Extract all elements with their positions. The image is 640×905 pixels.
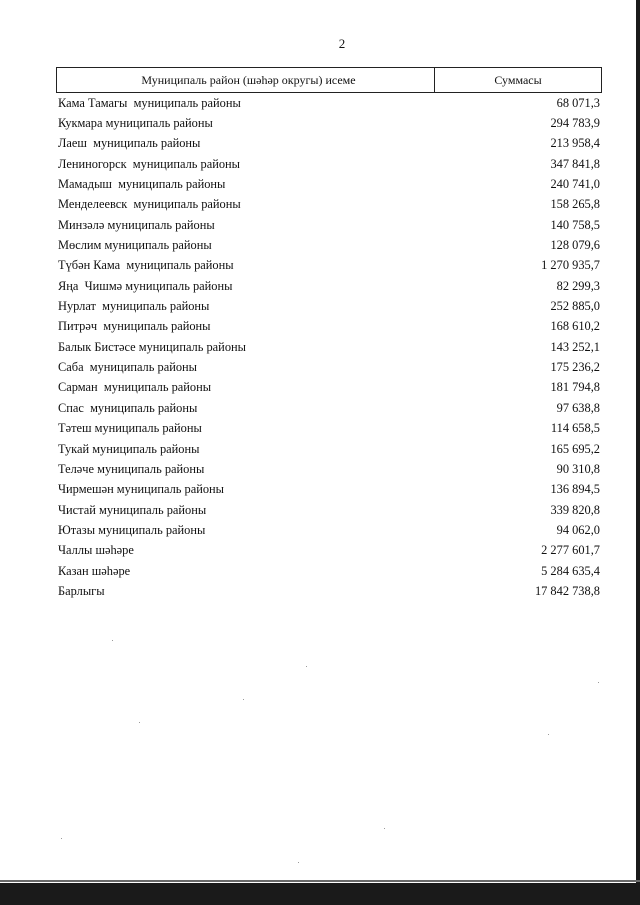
table-row xyxy=(56,276,602,296)
table-row xyxy=(56,154,602,174)
scan-right-edge xyxy=(636,0,640,905)
sum-cell: 97 638,8 xyxy=(556,400,600,415)
sum-cell: 175 236,2 xyxy=(550,360,600,375)
table-row xyxy=(56,439,602,459)
page-number: 2 xyxy=(338,36,346,51)
sum-cell: 82 299,3 xyxy=(556,278,600,293)
table-row xyxy=(56,174,602,194)
table-row xyxy=(56,581,602,601)
municipal-name-cell: Чистай муниципаль районы xyxy=(58,502,207,517)
municipal-name-cell: Нурлат муниципаль районы xyxy=(58,299,210,314)
municipal-name-cell: Лениногорск муниципаль районы xyxy=(58,156,240,171)
table-row xyxy=(56,317,602,337)
sum-cell: 240 741,0 xyxy=(550,177,600,192)
sum-cell: 294 783,9 xyxy=(550,116,600,131)
table-row xyxy=(56,134,602,154)
sum-cell: 252 885,0 xyxy=(550,299,600,314)
table-row xyxy=(56,256,602,276)
table-row xyxy=(56,337,602,357)
table-row xyxy=(56,419,602,439)
municipal-name-cell: Балык Бистәсе муниципаль районы xyxy=(58,339,246,354)
scan-speck xyxy=(243,699,244,700)
municipal-name-cell: Мөслим муниципаль районы xyxy=(58,238,212,253)
scan-speck xyxy=(298,862,299,863)
table-row xyxy=(56,378,602,398)
municipal-name-cell: Ютазы муниципаль районы xyxy=(58,522,206,537)
table-row xyxy=(56,215,602,235)
municipal-name-cell: Спас муниципаль районы xyxy=(58,400,198,415)
table-row xyxy=(56,480,602,500)
table-row xyxy=(56,195,602,215)
municipal-name-cell: Минзәлә муниципаль районы xyxy=(58,217,215,232)
municipal-name-cell: Чаллы шәһәре xyxy=(58,543,134,558)
scan-speck xyxy=(112,640,113,641)
sum-cell: 136 894,5 xyxy=(550,482,600,497)
sum-cell: 68 071,3 xyxy=(556,95,600,110)
municipal-name-cell: Теләче муниципаль районы xyxy=(58,461,205,476)
table-row xyxy=(56,561,602,581)
sum-cell: 17 842 738,8 xyxy=(534,583,600,598)
municipal-name-cell: Кукмара муниципаль районы xyxy=(58,116,213,131)
sum-cell: 140 758,5 xyxy=(550,217,600,232)
table-row xyxy=(56,235,602,255)
sum-cell: 128 079,6 xyxy=(550,238,600,253)
municipal-name-cell: Чирмешән муниципаль районы xyxy=(58,482,225,497)
table-row xyxy=(56,113,602,133)
sum-cell: 168 610,2 xyxy=(550,319,600,334)
municipal-name-cell: Сарман муниципаль районы xyxy=(58,380,212,395)
sum-cell: 347 841,8 xyxy=(550,156,600,171)
municipal-name-cell: Питрәч муниципаль районы xyxy=(58,319,211,334)
sum-cell: 5 284 635,4 xyxy=(541,563,600,578)
scan-speck xyxy=(598,682,599,683)
municipal-name-cell: Мамадыш муниципаль районы xyxy=(58,177,226,192)
table-row xyxy=(56,296,602,316)
table-body xyxy=(56,93,602,602)
scan-speck xyxy=(139,722,140,723)
sums-table xyxy=(56,67,602,602)
sum-cell: 143 252,1 xyxy=(550,339,600,354)
table-row xyxy=(56,93,602,113)
sum-cell: 213 958,4 xyxy=(550,136,600,151)
header-sum: Суммасы xyxy=(494,72,542,87)
sum-cell: 90 310,8 xyxy=(556,461,600,476)
sum-cell: 158 265,8 xyxy=(550,197,600,212)
table-row xyxy=(56,500,602,520)
scan-speck xyxy=(548,734,549,735)
sum-cell: 94 062,0 xyxy=(556,522,600,537)
municipal-name-cell: Кама Тамагы муниципаль районы xyxy=(58,95,241,110)
municipal-name-cell: Тәтеш муниципаль районы xyxy=(58,421,202,436)
table-row xyxy=(56,459,602,479)
municipal-name-cell: Лаеш муниципаль районы xyxy=(58,136,201,151)
sum-cell: 181 794,8 xyxy=(550,380,600,395)
table-row xyxy=(56,398,602,418)
scan-speck xyxy=(384,828,385,829)
municipal-name-cell: Саба муниципаль районы xyxy=(58,360,197,375)
municipal-name-cell: Барлыгы xyxy=(58,583,105,598)
municipal-name-cell: Тукай муниципаль районы xyxy=(58,441,200,456)
sum-cell: 339 820,8 xyxy=(550,502,600,517)
sum-cell: 2 277 601,7 xyxy=(541,543,600,558)
table-row xyxy=(56,541,602,561)
scan-speck xyxy=(61,838,62,839)
table-row xyxy=(56,357,602,377)
sum-cell: 165 695,2 xyxy=(550,441,600,456)
scan-speck xyxy=(306,666,307,667)
sum-cell: 114 658,5 xyxy=(550,421,600,436)
table-row xyxy=(56,520,602,540)
table-header xyxy=(56,67,602,93)
municipal-name-cell: Менделеевск муниципаль районы xyxy=(58,197,241,212)
scan-bottom-edge xyxy=(0,883,640,905)
sum-cell: 1 270 935,7 xyxy=(541,258,600,273)
municipal-name-cell: Түбән Кама муниципаль районы xyxy=(58,258,234,273)
municipal-name-cell: Казан шәһәре xyxy=(58,563,131,578)
municipal-name-cell: Яңа Чишмә муниципаль районы xyxy=(58,278,233,293)
header-municipal-name: Муниципаль район (шәһәр округы) исеме xyxy=(57,68,435,92)
